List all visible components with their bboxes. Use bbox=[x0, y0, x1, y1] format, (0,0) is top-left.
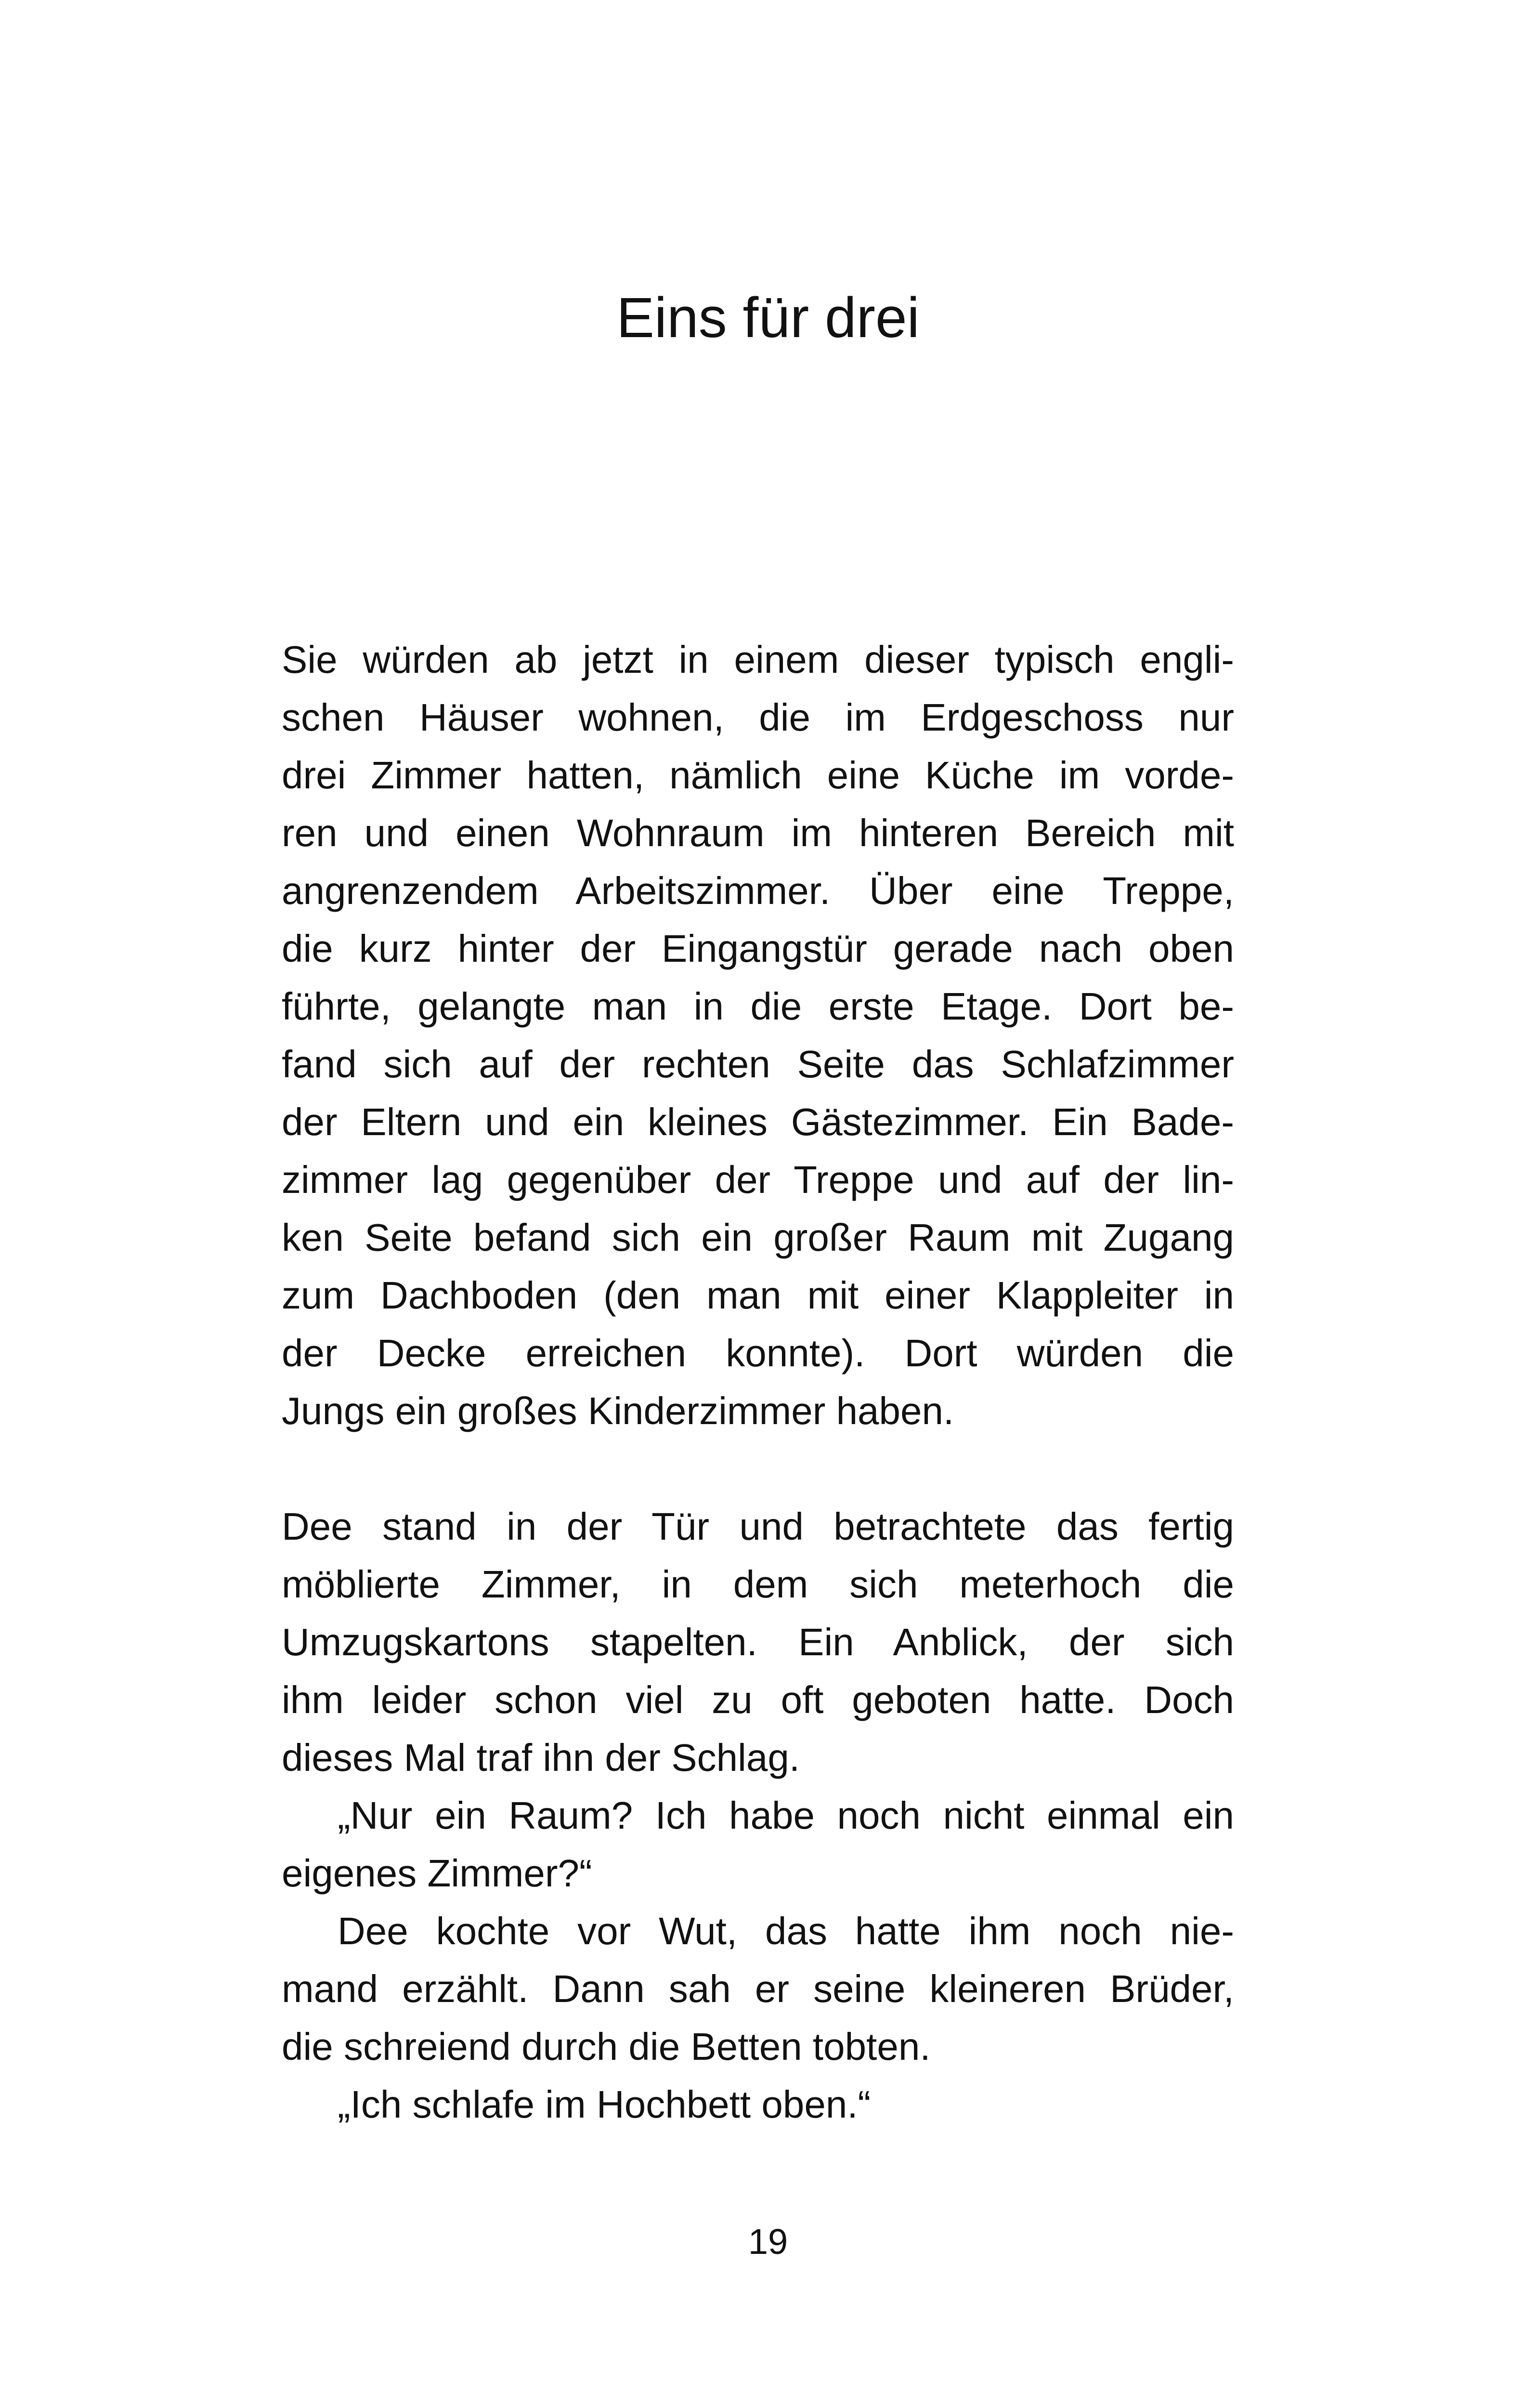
body-text bbox=[282, 631, 1234, 2133]
text-line: führte, gelangte man in die erste Etage. Dort be- bbox=[282, 985, 1234, 1028]
text-line: dieses Mal traf ihn der Schlag. bbox=[282, 1736, 800, 1779]
text-line: angrenzendem Arbeitszimmer. Über eine Treppe, bbox=[282, 869, 1234, 912]
text-line: Jungs ein großes Kinderzimmer haben. bbox=[282, 1389, 954, 1432]
text-line: die kurz hinter der Eingangstür gerade nach oben bbox=[282, 927, 1234, 970]
text-line: der Eltern und ein kleines Gästezimmer. Ein Bade- bbox=[282, 1100, 1234, 1143]
text-line: ken Seite befand sich ein großer Raum mit Zugang bbox=[282, 1216, 1234, 1259]
text-line: zum Dachboden (den man mit einer Klappleiter in bbox=[282, 1274, 1234, 1317]
text-line: ihm leider schon viel zu oft geboten hatte. Doch bbox=[282, 1678, 1234, 1721]
text-line: drei Zimmer hatten, nämlich eine Küche im vorde- bbox=[282, 754, 1234, 797]
paragraph-1 bbox=[282, 631, 1234, 1440]
paragraph-3 bbox=[282, 1787, 1234, 1902]
text-line: der Decke erreichen konnte). Dort würden die bbox=[282, 1332, 1234, 1374]
text-line: fand sich auf der rechten Seite das Schlafzimmer bbox=[282, 1043, 1234, 1086]
text-line: die schreiend durch die Betten tobten. bbox=[282, 2025, 931, 2068]
chapter-title: Eins für drei bbox=[616, 286, 920, 350]
paragraph-2 bbox=[282, 1498, 1234, 1787]
paragraph-gap bbox=[282, 1440, 1234, 1498]
text-line: möblierte Zimmer, in dem sich meterhoch die bbox=[282, 1563, 1234, 1606]
paragraph-5 bbox=[282, 2076, 1234, 2133]
text-line: eigenes Zimmer?“ bbox=[282, 1852, 592, 1895]
text-line: ren und einen Wohnraum im hinteren Bereich mit bbox=[282, 811, 1234, 854]
paragraph-4 bbox=[282, 1902, 1234, 2076]
text-line: mand erzählt. Dann sah er seine kleineren Brüder, bbox=[282, 1967, 1234, 2010]
page-number: 19 bbox=[748, 2222, 788, 2262]
text-line: „Nur ein Raum? Ich habe noch nicht einmal ein bbox=[338, 1794, 1234, 1837]
text-line: Dee stand in der Tür und betrachtete das fertig bbox=[282, 1505, 1234, 1548]
text-line: Sie würden ab jetzt in einem dieser typisch engli- bbox=[282, 638, 1234, 681]
text-line: Dee kochte vor Wut, das hatte ihm noch nie- bbox=[338, 1910, 1234, 1952]
text-line: zimmer lag gegenüber der Treppe und auf der lin- bbox=[282, 1158, 1234, 1201]
text-line: „Ich schlafe im Hochbett oben.“ bbox=[338, 2083, 871, 2126]
text-line: Umzugskartons stapelten. Ein Anblick, der sich bbox=[282, 1621, 1234, 1663]
text-line: schen Häuser wohnen, die im Erdgeschoss nur bbox=[282, 696, 1234, 739]
